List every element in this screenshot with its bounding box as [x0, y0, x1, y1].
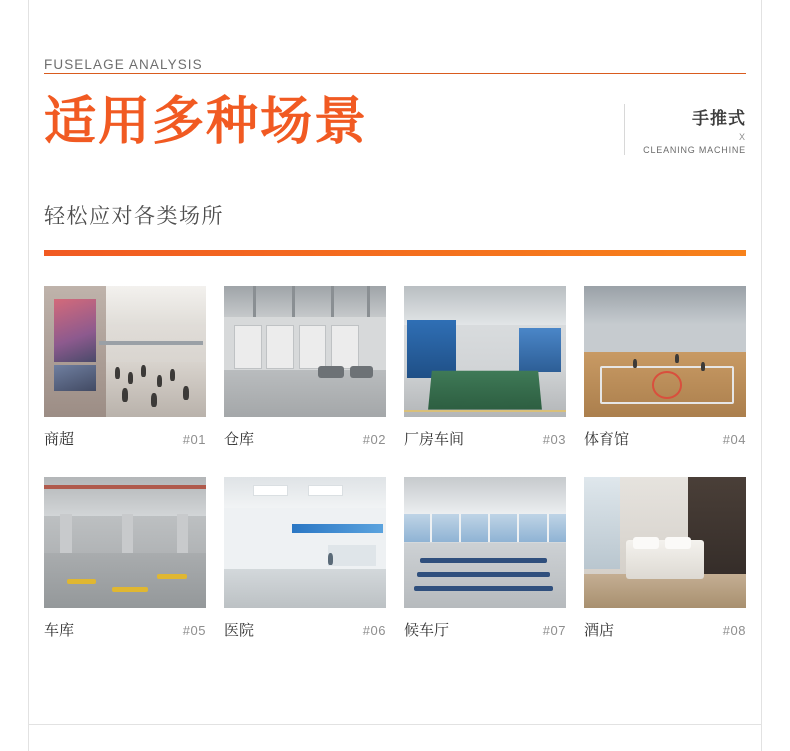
brand-x-mark: X — [738, 132, 746, 142]
scene-label: 医院 — [224, 621, 255, 639]
eyebrow-divider — [44, 73, 746, 74]
scene-number: #06 — [362, 623, 386, 638]
hospital-image — [224, 477, 386, 608]
scene-label: 酒店 — [584, 621, 615, 639]
scene-grid — [44, 286, 746, 640]
parking-garage-image — [44, 477, 206, 608]
brand-name-cn: 手推式 — [692, 109, 746, 129]
scene-caption — [404, 428, 566, 449]
page-content — [44, 0, 746, 640]
scene-label: 体育馆 — [584, 430, 630, 448]
brand-name-en: CLEANING MACHINE — [643, 145, 746, 155]
hotel-image — [584, 477, 746, 608]
warehouse-image — [224, 286, 386, 417]
scene-number: #08 — [722, 623, 746, 638]
scene-caption — [584, 619, 746, 640]
waiting-hall-image — [404, 477, 566, 608]
bottom-rule — [28, 724, 762, 725]
scene-card — [404, 286, 566, 449]
scene-label: 车库 — [44, 621, 75, 639]
title-row — [44, 92, 746, 174]
brand-block — [624, 104, 746, 155]
scene-number: #01 — [182, 432, 206, 447]
scene-number: #02 — [362, 432, 386, 447]
eyebrow-label: FUSELAGE ANALYSIS — [44, 57, 213, 72]
scene-number: #03 — [542, 432, 566, 447]
scene-label: 商超 — [44, 430, 75, 448]
scene-number: #05 — [182, 623, 206, 638]
accent-bar — [44, 250, 746, 256]
scene-card — [44, 477, 206, 640]
scene-number: #07 — [542, 623, 566, 638]
left-side-rule — [28, 0, 29, 751]
shopping-mall-image — [44, 286, 206, 417]
gymnasium-image — [584, 286, 746, 417]
scene-caption — [224, 428, 386, 449]
scene-caption — [584, 428, 746, 449]
scene-card — [404, 477, 566, 640]
scene-caption — [224, 619, 386, 640]
scene-label: 候车厅 — [404, 621, 450, 639]
scene-card — [224, 477, 386, 640]
factory-workshop-image — [404, 286, 566, 417]
scene-label: 厂房车间 — [404, 430, 465, 448]
scene-card — [224, 286, 386, 449]
scene-card — [584, 477, 746, 640]
page-title: 适用多种场景 — [44, 92, 369, 152]
scene-card — [584, 286, 746, 449]
page-subtitle: 轻松应对各类场所 — [44, 204, 224, 228]
scene-card — [44, 286, 206, 449]
scene-label: 仓库 — [224, 430, 255, 448]
scene-number: #04 — [722, 432, 746, 447]
scene-caption — [44, 619, 206, 640]
scene-caption — [44, 428, 206, 449]
right-side-rule — [761, 0, 762, 751]
eyebrow-row — [44, 56, 746, 78]
scene-caption — [404, 619, 566, 640]
